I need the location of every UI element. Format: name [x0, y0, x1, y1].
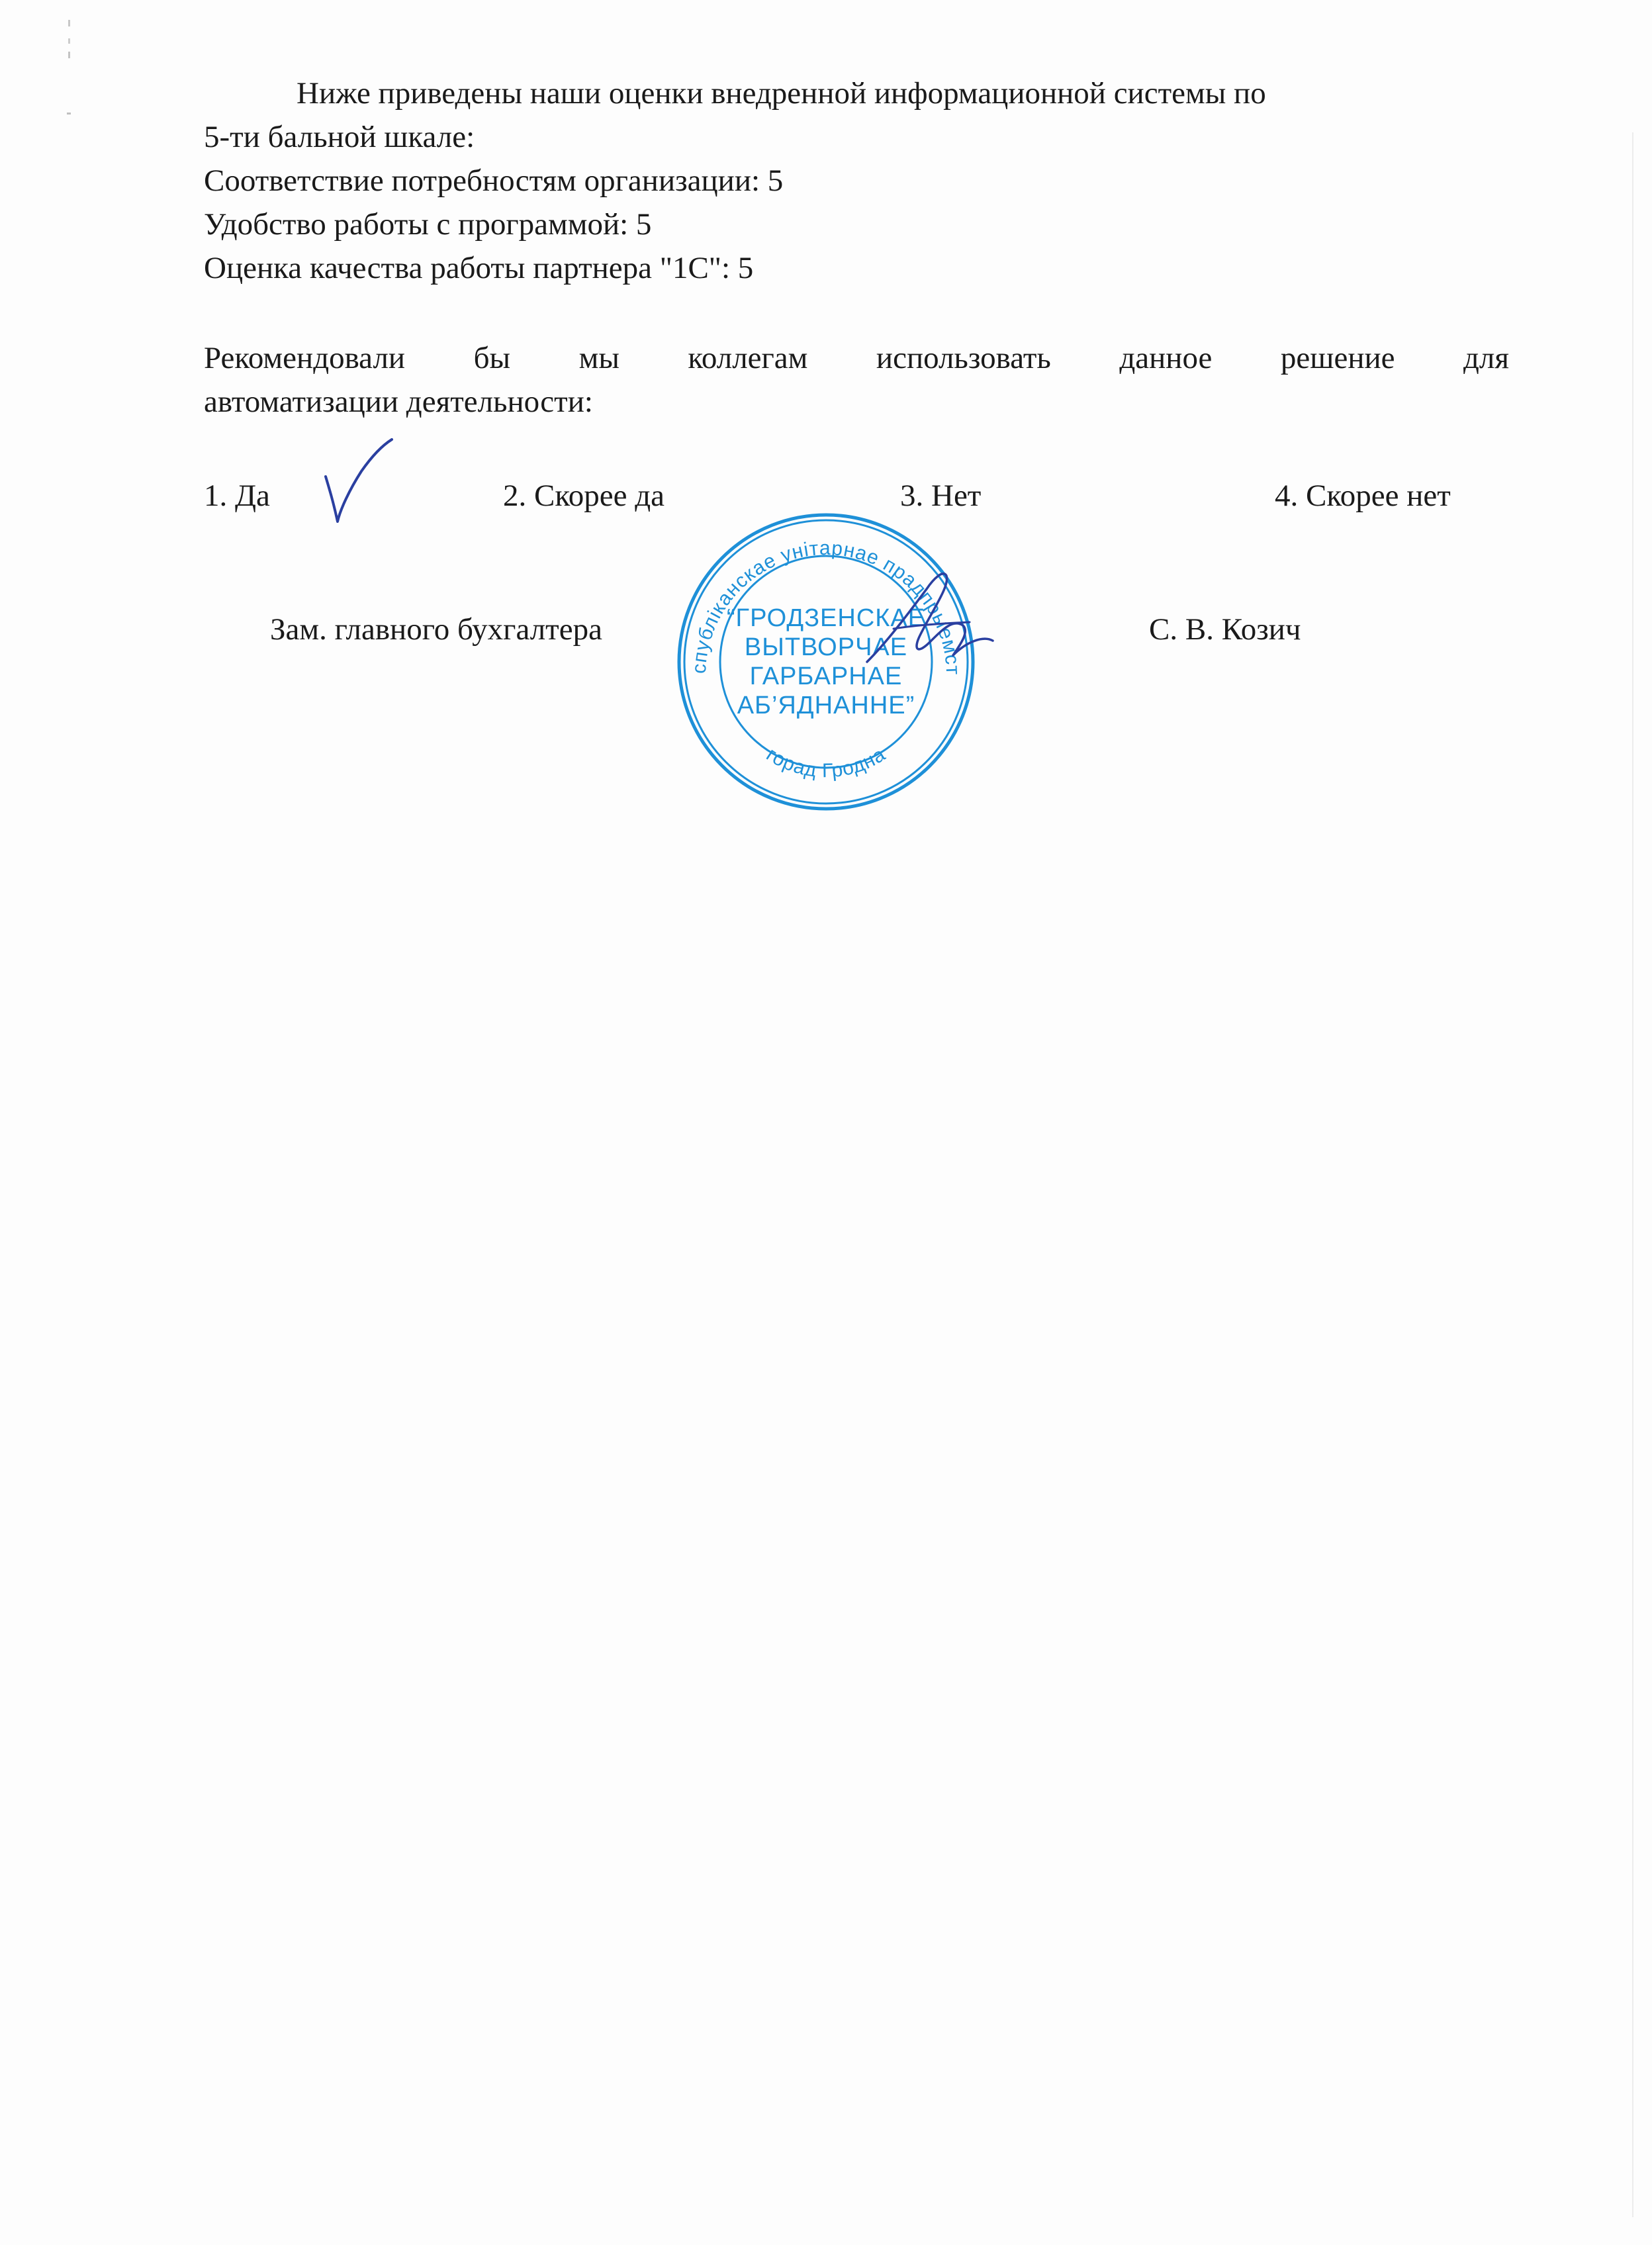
rating-partner-quality: Оценка качества работы партнера "1С": 5	[204, 251, 754, 285]
scan-edge-line	[1632, 132, 1633, 2217]
scan-artifact-marks	[63, 13, 76, 119]
intro-line-2: 5-ти бальной шкале:	[204, 120, 475, 154]
intro-paragraph	[204, 71, 1509, 159]
rating-fit: Соответствие потребностям организации: 5	[204, 163, 784, 198]
handwritten-checkmark-icon	[318, 437, 397, 529]
option-rather-no: 4. Скорее нет	[1275, 479, 1451, 513]
stamp-line-2: ВЫТВОРЧАЕ	[744, 633, 908, 661]
option-no: 3. Нет	[900, 479, 982, 513]
svg-text:Рэспубліканскае унітарнае прад: спубліканскае унітарнае прадпрыемст	[688, 537, 964, 676]
signer-name: С. В. Козич	[1149, 612, 1301, 647]
rating-usability: Удобство работы с программой: 5	[204, 207, 652, 242]
signer-title: Зам. главного бухгалтера	[270, 612, 602, 647]
svg-text:горад Гродна: горад Гродна	[762, 743, 890, 782]
stamp-line-4: АБ’ЯДНАННЕ”	[737, 692, 915, 719]
stamp-line-3: ГАРБАРНАЕ	[749, 663, 903, 690]
recommend-line-2: автоматизации деятельности:	[204, 385, 593, 419]
recommend-question	[204, 336, 1509, 424]
option-rather-yes: 2. Скорее да	[503, 479, 665, 513]
recommend-line-1: Рекомендовали бы мы коллегам использовать данное решение для	[204, 341, 1509, 375]
option-yes: 1. Да	[204, 479, 270, 513]
handwritten-signature-icon	[854, 563, 999, 695]
intro-line-1: Ниже приведены наши оценки внедренной информационной системы по	[297, 76, 1266, 111]
ratings-list	[204, 159, 1509, 290]
stamp-line-1: “ГРОДЗЕНСКАЕ	[726, 604, 926, 632]
